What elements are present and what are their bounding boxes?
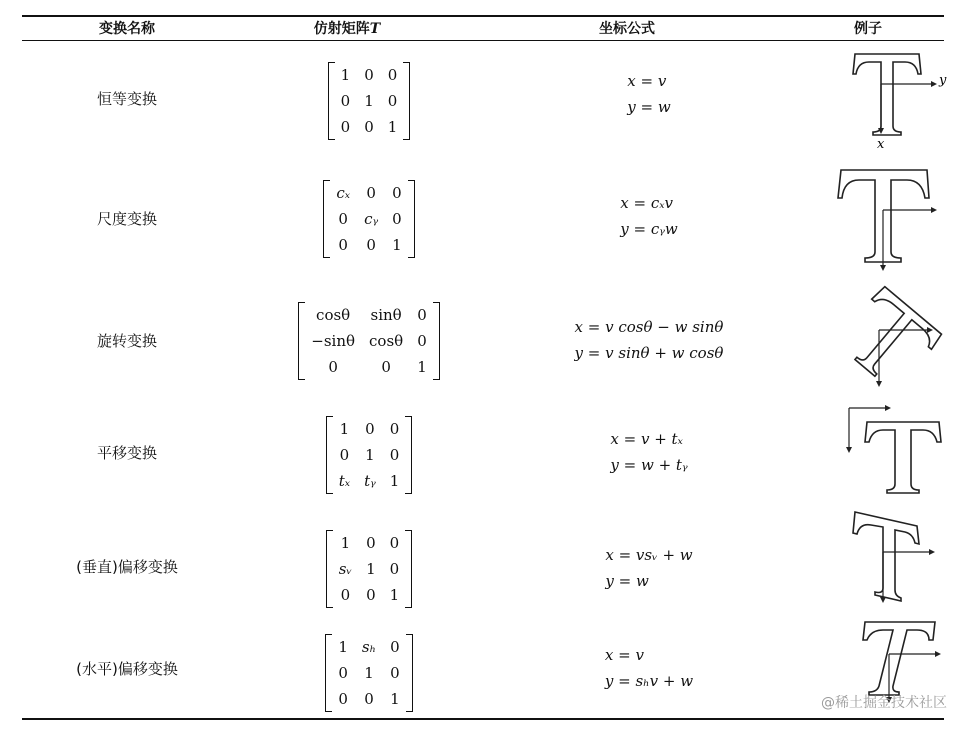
- matrix-cell: sᵥ: [338, 560, 353, 578]
- matrix-cell: 1: [364, 92, 374, 110]
- matrix-cell: 1: [389, 472, 400, 490]
- matrix-cell: 0: [339, 446, 350, 464]
- row-formula: [484, 68, 814, 120]
- matrix-cell: 1: [387, 118, 398, 136]
- row-formula: [484, 542, 814, 594]
- matrix-cell: 0: [392, 210, 402, 228]
- rotated-t-diagram: [835, 290, 945, 390]
- translated-t-diagram: [835, 402, 945, 502]
- formula-line: y = w: [627, 98, 671, 116]
- table-row: [22, 290, 944, 395]
- row-formula: [484, 314, 814, 366]
- matrix-cell: 0: [328, 358, 338, 376]
- matrix-cell: 0: [338, 664, 348, 682]
- matrix-cell: 0: [366, 236, 376, 254]
- matrix-cell: 1: [364, 664, 374, 682]
- header-example: 例子: [854, 21, 882, 37]
- formula-line: x = v cosθ − w sinθ: [574, 318, 724, 336]
- matrix-cell: 0: [389, 420, 400, 438]
- axis-label-y: y: [939, 73, 947, 88]
- header-affine-matrix: [232, 18, 462, 40]
- matrix-cell: 0: [366, 586, 376, 604]
- matrix-cell: 0: [390, 664, 400, 682]
- matrix-cell: 0: [366, 534, 376, 552]
- row-example: [814, 512, 966, 607]
- row-matrix: [254, 634, 484, 712]
- table-row: [22, 616, 944, 716]
- matrix-cell: 1: [365, 446, 375, 464]
- watermark: @稀土掘金技术社区: [821, 695, 947, 711]
- matrix-cell: cosθ: [369, 332, 404, 350]
- matrix-cell: 0: [389, 534, 400, 552]
- row-formula: [484, 426, 814, 478]
- matrix-cell: cᵧ: [364, 210, 379, 228]
- matrix-cell: 1: [390, 690, 400, 708]
- row-transform-name: 平移变换: [96, 444, 157, 462]
- matrix-cell: 1: [366, 560, 376, 578]
- axis-label-x: x: [877, 137, 885, 152]
- row-example: [814, 168, 966, 273]
- matrix-cell: 0: [364, 66, 374, 84]
- header-coordinate-formula: 坐标公式: [599, 21, 655, 37]
- table-row: [22, 168, 944, 278]
- matrix-cell: cₓ: [336, 184, 351, 202]
- row-transform-name: (垂直)偏移变换: [76, 558, 178, 576]
- matrix-cell: tₓ: [338, 472, 351, 490]
- formula-line: y = w: [605, 572, 649, 590]
- formula-line: y = cᵧw: [620, 220, 678, 238]
- matrix-cell: 0: [364, 118, 374, 136]
- row-formula: [484, 642, 814, 694]
- table-header-rule: [22, 40, 944, 41]
- matrix-cell: 1: [389, 586, 400, 604]
- row-matrix: [254, 180, 484, 258]
- row-formula: [484, 190, 814, 242]
- matrix-cell: 0: [365, 420, 375, 438]
- matrix-cell: 0: [387, 92, 398, 110]
- matrix-cell: sₕ: [361, 638, 377, 656]
- matrix-cell: sinθ: [370, 306, 402, 324]
- row-matrix: [254, 62, 484, 140]
- matrix-cell: cosθ: [316, 306, 351, 324]
- formula-line: x = cₓv: [620, 194, 674, 212]
- row-transform-name: 恒等变换: [96, 90, 157, 108]
- row-transform-name: 旋转变换: [96, 332, 157, 350]
- formula-line: x = vsᵥ + w: [605, 546, 693, 564]
- formula-line: x = v: [604, 646, 644, 664]
- header-matrix-symbol: T: [369, 21, 381, 37]
- row-example: [814, 402, 966, 502]
- table-bottom-rule: [22, 718, 944, 720]
- table-row: [22, 402, 944, 507]
- matrix-cell: 0: [340, 92, 351, 110]
- matrix-cell: 0: [381, 358, 391, 376]
- matrix-cell: 1: [417, 358, 427, 376]
- row-transform-name: (水平)偏移变换: [76, 660, 178, 678]
- matrix-cell: 1: [339, 420, 350, 438]
- matrix-cell: 0: [417, 332, 427, 350]
- matrix-cell: 0: [340, 586, 351, 604]
- identity-t-diagram: [835, 52, 945, 150]
- scaled-t-diagram: [835, 168, 945, 273]
- row-transform-name: 尺度变换: [96, 210, 157, 228]
- matrix-cell: 0: [392, 184, 402, 202]
- matrix-cell: 0: [390, 638, 400, 656]
- matrix-cell: 0: [389, 560, 400, 578]
- matrix-cell: 0: [338, 690, 348, 708]
- matrix-cell: 0: [364, 690, 374, 708]
- matrix-cell: 0: [417, 306, 427, 324]
- matrix-cell: 0: [338, 236, 348, 254]
- table-row: [22, 512, 944, 612]
- matrix-cell: tᵧ: [364, 472, 376, 490]
- formula-line: y = v sinθ + w cosθ: [574, 344, 724, 362]
- row-matrix: [254, 416, 484, 494]
- row-matrix: [254, 530, 484, 608]
- header-transform-name: 变换名称: [99, 21, 155, 37]
- matrix-cell: 1: [340, 534, 351, 552]
- matrix-cell: 0: [340, 118, 351, 136]
- matrix-cell: 1: [338, 638, 348, 656]
- matrix-cell: −sinθ: [311, 332, 356, 350]
- formula-line: y = sₕv + w: [604, 672, 694, 690]
- formula-line: x = v: [627, 72, 667, 90]
- matrix-cell: 0: [389, 446, 400, 464]
- matrix-cell: 1: [392, 236, 402, 254]
- matrix-cell: 0: [387, 66, 398, 84]
- table-row: [22, 52, 947, 157]
- row-example: [814, 290, 966, 390]
- vertical-shear-t-diagram: [835, 512, 945, 607]
- row-matrix: [254, 302, 484, 380]
- formula-line: y = w + tᵧ: [610, 456, 688, 474]
- formula-line: x = v + tₓ: [610, 430, 683, 448]
- matrix-cell: 1: [340, 66, 351, 84]
- header-affine-matrix-label: 仿射矩阵: [313, 21, 370, 37]
- row-example: [814, 52, 966, 150]
- table-top-rule: [22, 15, 944, 17]
- matrix-cell: 0: [366, 184, 376, 202]
- matrix-cell: 0: [338, 210, 348, 228]
